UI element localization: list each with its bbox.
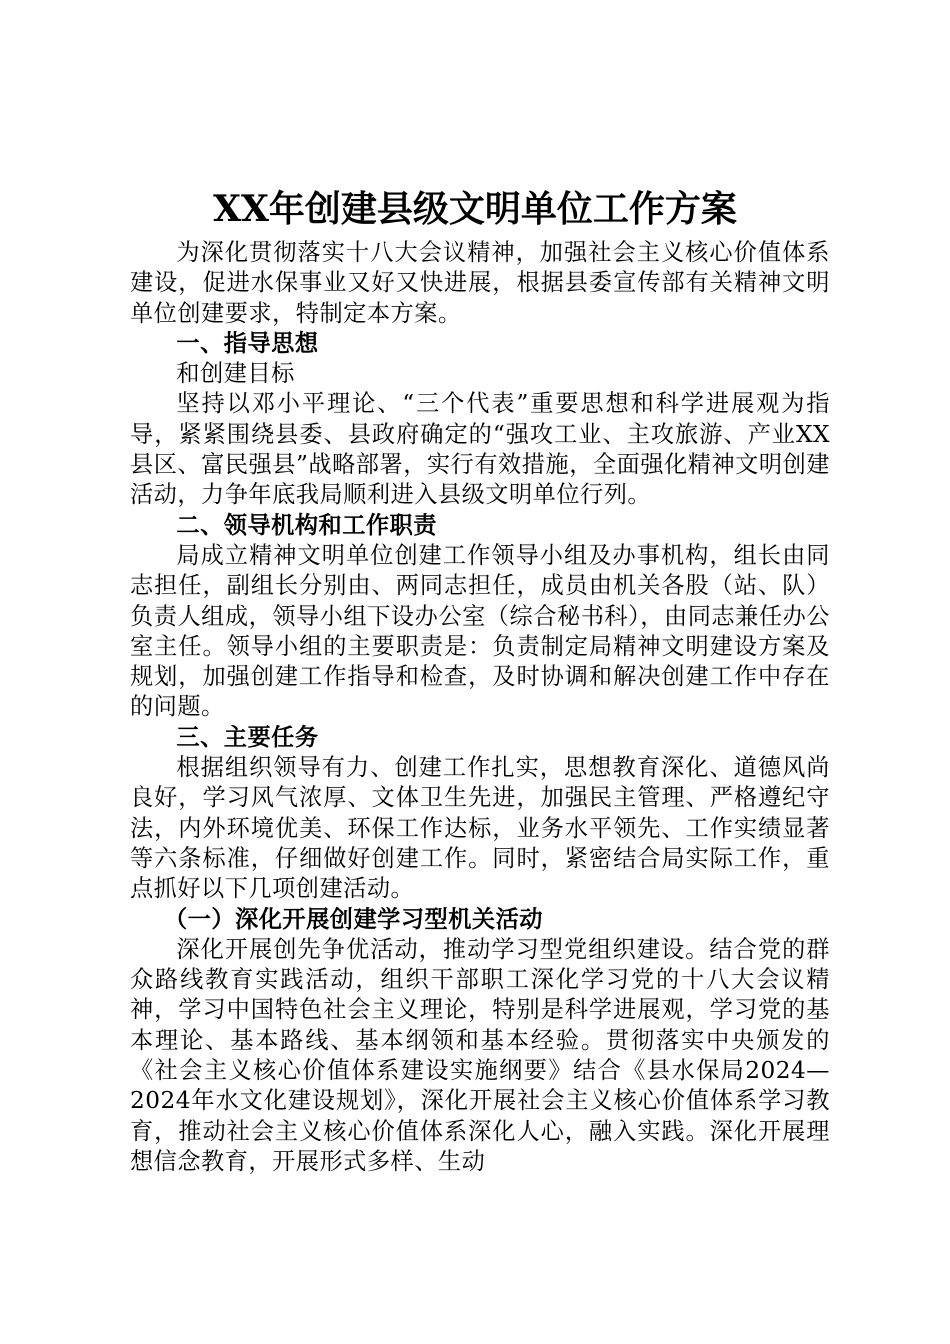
intro-paragraph: 为深化贯彻落实十八大会议精神，加强社会主义核心价值体系建设，促进水保事业又好又快进展，根据县委宣传部有关精神文明单位创建要求，特制定本方案。 (130, 239, 830, 327)
learning-organization-paragraph: 深化开展创先争优活动，推动学习型党组织建设。结合党的群众路线教育实践活动，组织干部职工深化学习党的十八大会议精神，学习中国特色社会主义理论，特别是科学进展观，学习党的基本理论、基本路线、基本纲领和基本经验。贯彻落实中央颁发的《社会主义核心价值体系建设实施纲要》结合《县水保局2024—2024年水文化建设规划》，深化开展社会主义核心价值体系学习教育，推动社会主义核心价值体系深化人心，融入实践。深化开展理想信念教育，开展形式多样、生动 (130, 935, 830, 1175)
section-heading-main-tasks: 三、主要任务 (176, 723, 319, 751)
leadership-paragraph: 局成立精神文明单位创建工作领导小组及办事机构，组长由同志担任，副组长分别由、两同志担任，成员由机关各股（站、队）负责人组成，领导小组下设办公室（综合秘书科），由同志兼任办公室主任。领导小组的主要职责是：负责制定局精神文明建设方案及规划，加强创建工作指导和检查，及时协调和解决创建工作中存在的问题。 (130, 541, 830, 721)
section-heading-leadership: 二、领导机构和工作职责 (176, 511, 437, 539)
document-title: XX年创建县级文明单位工作方案 (213, 188, 737, 230)
main-tasks-paragraph: 根据组织领导有力、创建工作扎实，思想教育深化、道德风尚良好，学习风气浓厚、文体卫生先进，加强民主管理、严格遵纪守法，内外环境优美、环保工作达标，业务水平领先、工作实绩显著等六条标准，仔细做好创建工作。同时，紧密结合局实际工作，重点抓好以下几项创建活动。 (130, 754, 830, 903)
subsection-heading-learning-organization: （一）深化开展创建学习型机关活动 (164, 905, 543, 933)
guiding-thought-paragraph: 坚持以邓小平理论、“三个代表”重要思想和科学进展观为指导，紧紧围绕县委、县政府确定的“强攻工业、主攻旅游、产业XX县区、富民强县”战略部署，实行有效措施，全面强化精神文明创建活动，力争年底我局顺利进入县级文明单位行列。 (130, 390, 830, 509)
section-heading-guiding-thought: 一、指导思想 (176, 329, 319, 357)
section-heading-continuation: 和创建目标 (176, 360, 295, 388)
document-body (130, 238, 830, 1177)
